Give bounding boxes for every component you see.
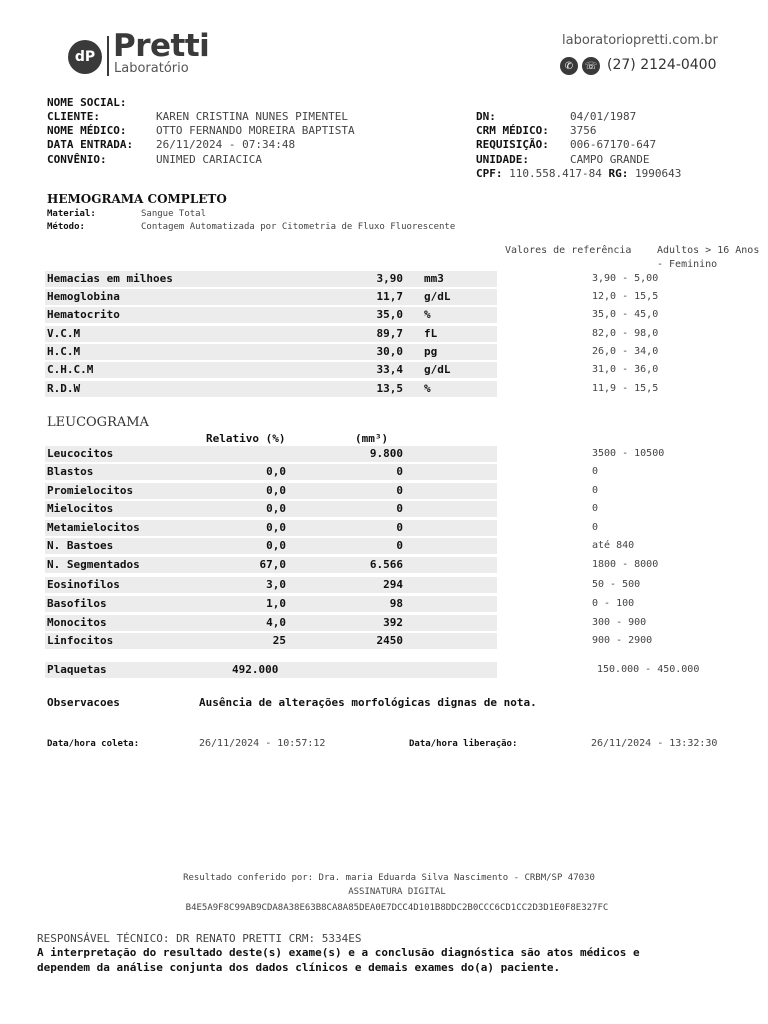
assinatura-digital: ASSINATURA DIGITAL (348, 887, 446, 897)
cpf-value: 110.558.417-84 (509, 167, 602, 180)
phone-number[interactable]: (27) 2124-0400 (607, 57, 717, 73)
leuco-name: N. Segmentados (47, 558, 140, 571)
liberacao-value: 26/11/2024 - 13:32:30 (591, 738, 718, 749)
leuco-absolute: 98 (389, 597, 403, 610)
rg-value: 1990643 (634, 167, 682, 180)
rg-label: RG: (608, 167, 629, 180)
material-value: Sangue Total (141, 209, 207, 219)
leuco-name: Basofilos (47, 597, 107, 610)
leuco-name: N. Bastoes (47, 539, 114, 552)
leuco-absolute: 0 (396, 502, 403, 515)
plaquetas-ref: 150.000 - 450.000 (597, 664, 700, 675)
unidade-label: UNIDADE: (476, 153, 529, 166)
leuco-ref: 900 - 2900 (592, 635, 653, 646)
leuco-name: Leucocitos (47, 447, 114, 460)
ref-header: Valores de referência (505, 245, 632, 256)
cliente-label: CLIENTE: (47, 110, 100, 123)
logo-mark: dP (68, 40, 102, 74)
leuco-ref: 0 (592, 485, 599, 496)
responsavel-tecnico: RESPONSÁVEL TÉCNICO: DR RENATO PRETTI CRM: 5334ES (37, 932, 362, 945)
leuco-relative: 0,0 (266, 484, 286, 497)
cpf-label: CPF: (476, 167, 503, 180)
eritro-ref: 3,90 - 5,00 (592, 273, 659, 284)
eritro-value: 13,5 (376, 382, 403, 395)
ref-group-sex: - Feminino (657, 259, 718, 270)
leuco-ref: 1800 - 8000 (592, 559, 659, 570)
exam-title: HEMOGRAMA COMPLETO (47, 192, 227, 206)
observacoes-text: Ausência de alterações morfológicas dignas de nota. (199, 696, 537, 709)
eritro-unit: g/dL (424, 290, 451, 303)
leuco-ref: 300 - 900 (592, 617, 647, 628)
eritro-unit: fL (424, 327, 438, 340)
leuco-name: Monocitos (47, 616, 107, 629)
disclaimer-line-1: A interpretação do resultado deste(s) exame(s) e a conclusão diagnóstica são atos médicos e (37, 946, 640, 959)
eritro-name: Hematocrito (47, 308, 120, 321)
leuco-ref: 0 (592, 466, 599, 477)
eritro-unit: pg (424, 345, 438, 358)
leuco-absolute: 392 (383, 616, 403, 629)
material-label: Material: (47, 209, 96, 219)
eritro-value: 89,7 (376, 327, 403, 340)
leuco-ref: 50 - 500 (592, 579, 641, 590)
leuco-absolute: 9.800 (369, 447, 403, 460)
dn-label: DN: (476, 110, 496, 123)
eritro-ref: 12,0 - 15,5 (592, 291, 659, 302)
leuco-ref: 0 - 100 (592, 598, 635, 609)
eritro-ref: 31,0 - 36,0 (592, 364, 659, 375)
eritro-name: H.C.M (47, 345, 81, 358)
eritro-value: 30,0 (376, 345, 403, 358)
cliente-value: KAREN CRISTINA NUNES PIMENTEL (156, 110, 349, 123)
leuco-name: Blastos (47, 465, 94, 478)
medico-value: OTTO FERNANDO MOREIRA BAPTISTA (156, 124, 355, 137)
leuco-relative: 0,0 (266, 465, 286, 478)
logo-divider (107, 36, 109, 76)
eritro-ref: 26,0 - 34,0 (592, 346, 659, 357)
entrada-label: DATA ENTRADA: (47, 138, 134, 151)
leuco-relative: 3,0 (266, 578, 286, 591)
eritro-name: V.C.M (47, 327, 81, 340)
eritro-unit: g/dL (424, 363, 451, 376)
leuco-absolute: 2450 (376, 634, 403, 647)
col-absoluto: (mm³) (355, 432, 389, 445)
convenio-value: UNIMED CARIACICA (156, 153, 262, 166)
col-relativo: Relativo (%) (206, 432, 286, 445)
leuco-name: Mielocitos (47, 502, 114, 515)
leuco-ref: 0 (592, 522, 599, 533)
leuco-relative: 67,0 (259, 558, 286, 571)
leuco-name: Promielocitos (47, 484, 134, 497)
eritro-name: C.H.C.M (47, 363, 94, 376)
leuco-name: Metamielocitos (47, 521, 140, 534)
website-link[interactable]: laboratoriopretti.com.br (562, 33, 718, 48)
liberacao-label: Data/hora liberação: (409, 739, 518, 749)
crm-label: CRM MÉDICO: (476, 124, 549, 137)
requisicao-value: 006-67170-647 (570, 138, 657, 151)
leuco-relative: 0,0 (266, 521, 286, 534)
eritro-value: 35,0 (376, 308, 403, 321)
nome-social-label: NOME SOCIAL: (47, 96, 127, 109)
unidade-value: CAMPO GRANDE (570, 153, 650, 166)
coleta-value: 26/11/2024 - 10:57:12 (199, 738, 326, 749)
plaquetas-label: Plaquetas (47, 663, 107, 676)
leucograma-title: LEUCOGRAMA (47, 415, 149, 430)
eritro-name: Hemoglobina (47, 290, 120, 303)
leuco-absolute: 0 (396, 539, 403, 552)
eritro-unit: % (424, 308, 431, 321)
eritro-unit: % (424, 382, 431, 395)
conferido-text: Resultado conferido por: Dra. maria Eduarda Silva Nascimento - CRBM/SP 47030 (183, 873, 595, 883)
leuco-absolute: 0 (396, 521, 403, 534)
plaquetas-value: 492.000 (232, 663, 279, 676)
brand-subtitle: Laboratório (114, 61, 189, 76)
eritro-value: 11,7 (376, 290, 403, 303)
leuco-name: Linfocitos (47, 634, 114, 647)
eritro-name: Hemacias em milhoes (47, 272, 173, 285)
leuco-absolute: 0 (396, 484, 403, 497)
coleta-label: Data/hora coleta: (47, 739, 140, 749)
leuco-absolute: 0 (396, 465, 403, 478)
observacoes-label: Observacoes (47, 696, 120, 709)
eritro-ref: 82,0 - 98,0 (592, 328, 659, 339)
leuco-relative: 1,0 (266, 597, 286, 610)
entrada-value: 26/11/2024 - 07:34:48 (156, 138, 296, 151)
leuco-relative: 0,0 (266, 539, 286, 552)
disclaimer-line-2: dependem da análise conjunta dos dados clínicos e demais exames do(a) paciente. (37, 961, 561, 974)
eritro-ref: 35,0 - 45,0 (592, 309, 659, 320)
eritro-value: 3,90 (376, 272, 403, 285)
medico-label: NOME MÉDICO: (47, 124, 127, 137)
leuco-ref: 0 (592, 503, 599, 514)
leuco-relative: 4,0 (266, 616, 286, 629)
crm-value: 3756 (570, 124, 597, 137)
convenio-label: CONVÊNIO: (47, 153, 107, 166)
eritro-name: R.D.W (47, 382, 81, 395)
signature-hash: B4E5A9F8C99AB9CDA8A38E63B8CA8A85DEA0E7DCC4D101B8DDC2B0CCC6CD1CC2D3D1E0F8E327FC (185, 903, 609, 913)
eritro-value: 33,4 (376, 363, 403, 376)
eritro-unit: mm3 (424, 272, 444, 285)
leuco-relative: 25 (272, 634, 286, 647)
dn-value: 04/01/1987 (570, 110, 637, 123)
leuco-ref: até 840 (592, 540, 635, 551)
phone-icon: ☏ (582, 57, 600, 75)
eritro-ref: 11,9 - 15,5 (592, 383, 659, 394)
ref-group-age: Adultos > 16 Anos (657, 245, 760, 256)
metodo-label: Método: (47, 222, 85, 232)
metodo-value: Contagem Automatizada por Citometria de Fluxo Fluorescente (141, 222, 456, 232)
leuco-relative: 0,0 (266, 502, 286, 515)
requisicao-label: REQUISIÇÃO: (476, 138, 549, 151)
leuco-absolute: 6.566 (369, 558, 403, 571)
leuco-ref: 3500 - 10500 (592, 448, 665, 459)
brand-name: Pretti (113, 28, 210, 64)
whatsapp-icon: ✆ (560, 57, 578, 75)
cpf-rg-line (476, 167, 681, 180)
leuco-name: Eosinofilos (47, 578, 120, 591)
leuco-absolute: 294 (383, 578, 403, 591)
